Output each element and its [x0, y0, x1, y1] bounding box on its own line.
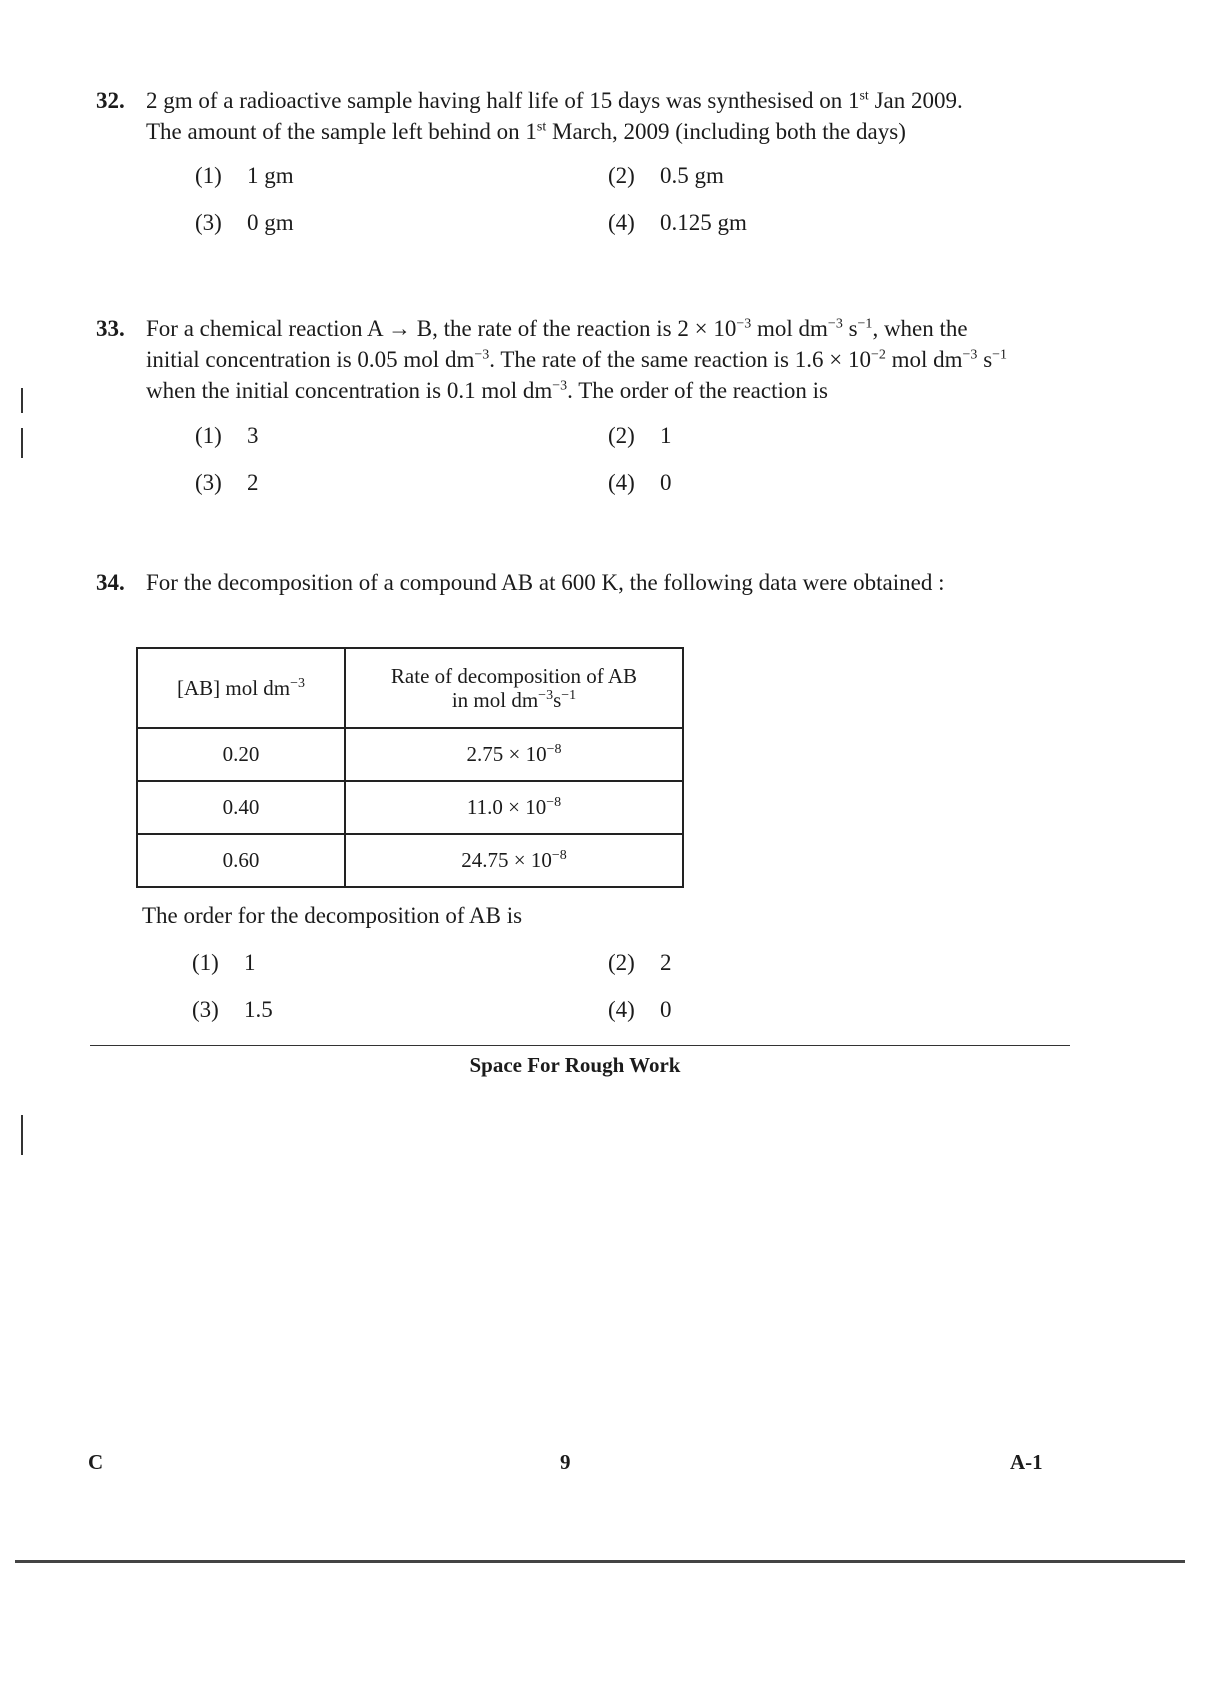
option-3[interactable]: (3) 0 gm: [195, 210, 294, 235]
option-1[interactable]: (1) 3: [195, 423, 259, 448]
question-33: [96, 313, 1056, 406]
question-number: 34.: [96, 570, 125, 595]
option-4[interactable]: (4) 0.125 gm: [608, 210, 747, 235]
data-table: [136, 647, 684, 888]
footer-series-code: C: [88, 1450, 104, 1474]
question-text: For a chemical reaction A → B, the rate of the reaction is $2 \times 10^{-3}$ mol $dm^{-3}$ $s^{-1}$, when the initial concentration is 0.05 mol $dm^{-3}$. The rate of the same reaction is $1.6 \times 10^{-2}$ mol $dm^{-3}$ $s^{-1}$ when the initial concentration is 0.1 mol $dm^{-3}$. The order of the reaction is: [146, 316, 1008, 403]
cell-rate: $24.75 \times 10^{-8}$: [345, 834, 683, 887]
margin-mark: [21, 428, 23, 458]
rough-work-heading: Space For Rough Work: [469, 1053, 681, 1077]
option-1[interactable]: (1) 1 gm: [195, 163, 294, 188]
question-number: 32.: [96, 88, 125, 113]
cell-concentration: 0.40: [137, 781, 345, 834]
bottom-border: [15, 1560, 1185, 1563]
cell-rate: $11.0 \times 10^{-8}$: [345, 781, 683, 834]
order-question-text: The order for the decomposition of AB is: [142, 903, 523, 928]
header-rate: Rate of decomposition of AB in mol $dm^{-3}s^{-1}$: [345, 648, 683, 728]
option-4[interactable]: (4) 0: [608, 997, 672, 1022]
question-text: 2 gm of a radioactive sample having half life of 15 days was synthesised on 1st Jan 2009. The amount of the sample left behind on 1st March, 2009 (including both the days): [146, 88, 963, 144]
option-3[interactable]: (3) 2: [195, 470, 259, 495]
table-row: [137, 781, 683, 834]
option-2[interactable]: (2) 0.5 gm: [608, 163, 724, 188]
question-number: 33.: [96, 316, 125, 341]
margin-mark: [21, 1115, 23, 1155]
option-2[interactable]: (2) 2: [608, 950, 672, 975]
table-row: [137, 728, 683, 781]
footer-version-code: A-1: [1010, 1450, 1043, 1474]
header-concentration: [AB] mol $dm^{-3}$: [137, 648, 345, 728]
cell-concentration: 0.60: [137, 834, 345, 887]
page-number: 9: [560, 1450, 571, 1474]
cell-rate: $2.75 \times 10^{-8}$: [345, 728, 683, 781]
table-row: [137, 834, 683, 887]
divider: [90, 1045, 1070, 1046]
table-header-row: [137, 648, 683, 728]
option-2[interactable]: (2) 1: [608, 423, 672, 448]
option-1[interactable]: (1) 1: [192, 950, 256, 975]
margin-mark: [21, 388, 23, 413]
question-text: For the decomposition of a compound AB at 600 K, the following data were obtained :: [146, 570, 945, 595]
question-32: [96, 85, 1056, 147]
cell-concentration: 0.20: [137, 728, 345, 781]
option-3[interactable]: (3) 1.5: [192, 997, 273, 1022]
question-34: [96, 567, 1056, 598]
option-4[interactable]: (4) 0: [608, 470, 672, 495]
